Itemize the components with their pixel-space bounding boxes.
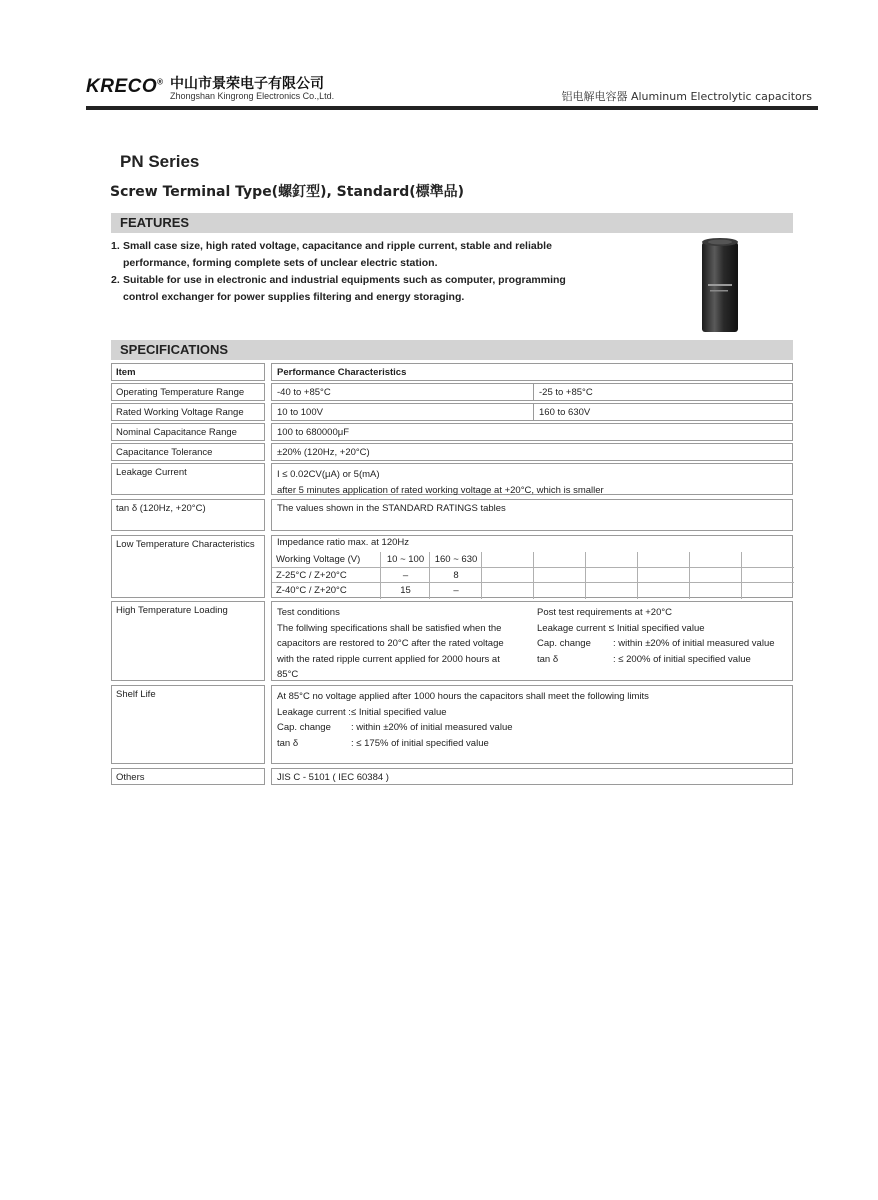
table-row: Working Voltage (V) 10 ~ 100 160 ~ 630 xyxy=(272,552,794,568)
spec-row-shelf-life: Shelf Life At 85°C no voltage applied after 1000 hours the capacitors shall meet the following limits Leakage current :≤ Initial specified value Cap. change : within ±20% of initial measured value tan δ : ≤ 175% of initial specified value xyxy=(111,685,793,764)
spec-row-capacitance-tolerance: Capacitance Tolerance ±20% (120Hz, +20°C) xyxy=(111,443,793,461)
features-heading-bar xyxy=(111,213,793,233)
company-name-en: Zhongshan Kingrong Electronics Co.,Ltd. xyxy=(170,91,335,101)
spec-row-others: Others JIS C - 5101 ( IEC 60384 ) xyxy=(111,768,793,785)
spec-header-row xyxy=(111,363,793,381)
feature-item: 1. Small case size, high rated voltage, capacitance and ripple current, stable and reliable performance, forming complete sets of unclear electric station. xyxy=(111,240,552,269)
spec-row-rated-voltage: Rated Working Voltage Range 10 to 100V 160 to 630V xyxy=(111,403,793,421)
page-header xyxy=(86,70,818,108)
features-heading: FEATURES xyxy=(120,215,190,230)
impedance-caption: Impedance ratio max. at 120Hz xyxy=(277,537,410,548)
spec-row-operating-temp: Operating Temperature Range -40 to +85°C -25 to +85°C xyxy=(111,383,793,401)
table-row: Z-25°C / Z+20°C – 8 xyxy=(272,567,794,584)
post-test-requirements: Post test requirements at +20°C Leakage current :≤ Initial specified value Cap. change : within ±20% of initial measured value tan δ : ≤ 200% of initial specified value xyxy=(537,607,775,665)
product-type: 铝电解电容器 Aluminum Electrolytic capacitors xyxy=(561,90,812,103)
spec-row-low-temperature: Low Temperature Characteristics Impedance ratio max. at 120Hz Working Voltage (V) 10 ~ 100 160 ~ 630 Z-25°C / Z+20°C – 8 Z-40°C / Z+20°C 15 – xyxy=(111,535,793,598)
impedance-table xyxy=(272,552,792,598)
spec-row-high-temperature: High Temperature Loading Test conditions The follwing specifications shall be satisfied when the capacitors are restored to 20°C after the rated voltage with the rated ripple current applied for 2000 hours at 85°C Post test requirements at +20°C Leakage current :≤ Initial specified value Cap. change : within ±20% of initial measured value tan δ : ≤ 200% of initial specified value xyxy=(111,601,793,681)
spec-row-nominal-capacitance: Nominal Capacitance Range 100 to 680000μF xyxy=(111,423,793,441)
col-item-header: Item xyxy=(111,363,265,381)
capacitor-image xyxy=(700,236,740,334)
col-perf-header: Performance Characteristics xyxy=(271,363,793,381)
table-row: Z-40°C / Z+20°C 15 – xyxy=(272,582,794,599)
spec-row-leakage-current: Leakage Current I ≤ 0.02CV(μA) or 5(mA) after 5 minutes application of rated working voltage at +20°C, which is smaller xyxy=(111,463,793,495)
company-logo: KRECO® xyxy=(86,76,164,97)
spec-row-tan-delta: tan δ (120Hz, +20°C) The values shown in the STANDARD RATINGS tables xyxy=(111,499,793,531)
company-name-cn: 中山市景荣电子有限公司 xyxy=(170,76,324,92)
specifications-heading-bar xyxy=(111,340,793,360)
feature-item: 2. Suitable for use in electronic and industrial equipments such as computer, programming control exchanger for power supplies filtering and energy storaging. xyxy=(111,274,566,303)
specifications-heading: SPECIFICATIONS xyxy=(120,342,229,357)
header-rule xyxy=(86,106,818,110)
test-conditions: Test conditions The follwing specifications shall be satisfied when the capacitors are restored to 20°C after the rated voltage with the rated ripple current applied for 2000 hours at 85°C xyxy=(277,607,504,680)
series-title: PN Series xyxy=(120,152,200,171)
series-subtitle: Screw Terminal Type(螺釘型), Standard(標準品) xyxy=(110,184,465,200)
